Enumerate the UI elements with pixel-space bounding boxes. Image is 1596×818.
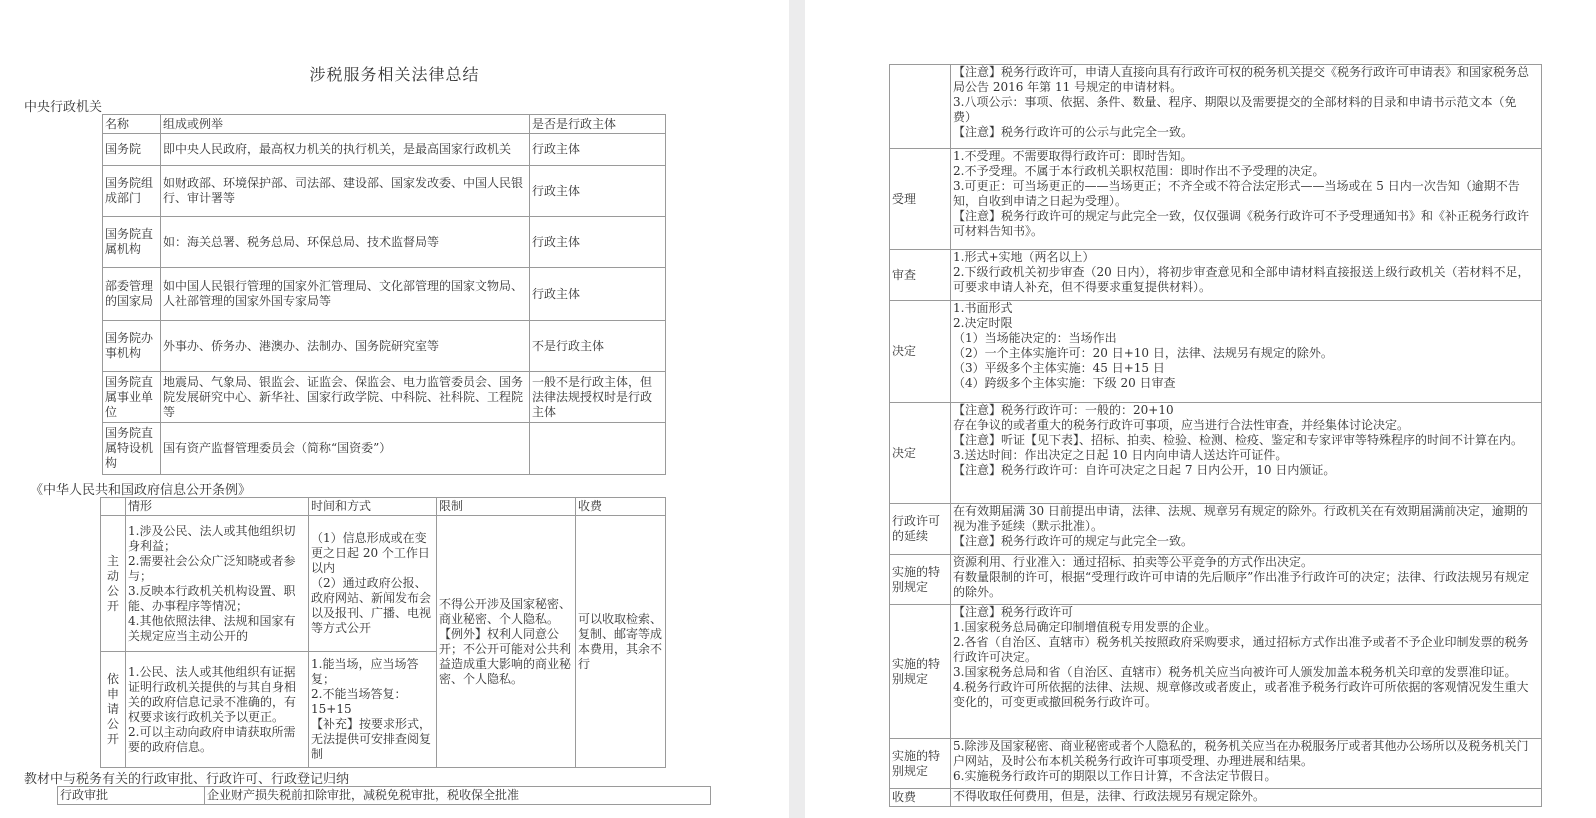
organ-subject-cell: 行政主体 — [530, 166, 666, 217]
table-header-row — [101, 498, 666, 516]
table-row — [890, 789, 1542, 807]
organ-subject-cell — [530, 423, 666, 475]
table-row — [103, 423, 666, 475]
central-organs-table — [102, 114, 666, 475]
fee-cell: 可以收取检索、复制、邮寄等成本费用，其余不行 — [576, 516, 666, 768]
limit-cell: 不得公开涉及国家秘密、商业秘密、个人隐私。 【例外】权利人同意公开；不公开可能对公共利益造成重大影响的商业秘密、个人隐私。 — [437, 516, 576, 768]
table-row — [890, 739, 1542, 789]
table-row — [890, 403, 1542, 504]
organ-name-cell: 国务院直属机构 — [103, 217, 161, 268]
table-row — [58, 787, 711, 805]
document-page-left — [0, 0, 789, 818]
situation-cell: 1.公民、法人或其他组织有证据证明行政机关提供的与其自身相关的政府信息记录不准确的，有权要求该行政机关予以更正。 2.可以主动向政府申请获取所需要的政府信息。 — [126, 652, 309, 768]
column-header: 名称 — [103, 115, 161, 134]
procedure-label-cell: 审查 — [890, 250, 951, 301]
approval-type-cell: 行政审批 — [58, 787, 205, 805]
document-title: 涉税服务相关法律总结 — [309, 65, 480, 84]
time-method-cell: （1）信息形成或在变更之日起 20 个工作日以内 （2）通过政府公报、政府网站、新闻发布会以及报刊、广播、电视等方式公开 — [309, 516, 437, 652]
table-row — [101, 516, 666, 652]
organ-subject-cell: 一般不是行政主体，但法律法规授权时是行政主体 — [530, 372, 666, 423]
tax-approvals-table — [57, 786, 711, 805]
document-page-right — [805, 0, 1596, 818]
table-row — [103, 321, 666, 372]
administrative-license-table — [889, 64, 1542, 807]
table-row — [890, 65, 1542, 149]
procedure-label-cell: 收费 — [890, 789, 951, 807]
procedure-content-cell: 资源利用、行业准入：通过招标、拍卖等公平竞争的方式作出决定。 有数量限制的许可，根据“受理行政许可申请的先后顺序”作出准予行政许可的决定；法律、行政法规另有规定的除外。 — [951, 555, 1542, 605]
column-header: 收费 — [576, 498, 666, 516]
table-row — [103, 217, 666, 268]
table-header-row — [103, 115, 666, 134]
procedure-label-cell: 实施的特别规定 — [890, 555, 951, 605]
organ-name-cell: 国务院组成部门 — [103, 166, 161, 217]
disclosure-type-cell: 依申请公开 — [101, 652, 126, 768]
procedure-label-cell: 决定 — [890, 403, 951, 504]
info-disclosure-table — [100, 497, 666, 768]
table-row — [890, 605, 1542, 739]
column-header: 限制 — [437, 498, 576, 516]
organ-example-cell: 如：海关总署、税务总局、环保总局、技术监督局等 — [161, 217, 530, 268]
procedure-content-cell: 【注意】税务行政许可：一般的：20+10 存在争议的或者重大的税务行政许可事项，应当进行合法性审查，并经集体讨论决定。 【注意】听证【见下表】、招标、拍卖、检验、检测、检疫、鉴定和专家评审等特殊程序的时间不计算在内。 3.送达时间：作出决定之日起 10 日内向申请人送达许可证件。 【注意】税务行政许可：自许可决定之日起 7 日内公开，10 日内颁证。 — [951, 403, 1542, 504]
approval-content-cell: 企业财产损失税前扣除审批，减税免税审批，税收保全批准 — [205, 787, 711, 805]
table-row — [103, 166, 666, 217]
organ-example-cell: 即中央人民政府，最高权力机关的执行机关，是最高国家行政机关 — [161, 134, 530, 166]
organ-name-cell: 国务院直属事业单位 — [103, 372, 161, 423]
organ-example-cell: 国有资产监督管理委员会（简称“国资委”） — [161, 423, 530, 475]
table-row — [890, 250, 1542, 301]
organ-name-cell: 国务院办事机构 — [103, 321, 161, 372]
table-row — [890, 149, 1542, 250]
procedure-content-cell: 1.不受理。不需要取得行政许可：即时告知。 2.不予受理。不属于本行政机关职权范围：即时作出不予受理的决定。 3.可更正：可当场更正的——当场更正；不齐全或不符合法定形式——当场或在 5 日内一次告知（逾期不告知，自收到申请之日起为受理）。 【注意】税务行政许可的规定与此完全一致，仅仅强调《税务行政许可不予受理通知书》和《补正税务行政许可材料告知书》。 — [951, 149, 1542, 250]
table-row — [103, 134, 666, 166]
organ-subject-cell: 行政主体 — [530, 134, 666, 166]
column-header: 组成或例举 — [161, 115, 530, 134]
procedure-label-cell: 受理 — [890, 149, 951, 250]
procedure-content-cell: 在有效期届满 30 日前提出申请，法律、法规、规章另有规定的除外。行政机关在有效期届满前决定，逾期的视为准予延续（默示批准）。 【注意】税务行政许可的规定与此完全一致。 — [951, 504, 1542, 555]
organ-example-cell: 如财政部、环境保护部、司法部、建设部、国家发改委、中国人民银行、审计署等 — [161, 166, 530, 217]
organ-name-cell: 国务院 — [103, 134, 161, 166]
time-method-cell: 1.能当场，应当场答复； 2.不能当场答复：15+15 【补充】按要求形式，无法提供可安排查阅复制 — [309, 652, 437, 768]
table-row — [890, 555, 1542, 605]
procedure-label-cell: 决定 — [890, 301, 951, 403]
column-header: 时间和方式 — [309, 498, 437, 516]
column-header: 是否是行政主体 — [530, 115, 666, 134]
organ-name-cell: 国务院直属特设机构 — [103, 423, 161, 475]
organ-subject-cell: 不是行政主体 — [530, 321, 666, 372]
column-header — [101, 498, 126, 516]
procedure-content-cell: 不得收取任何费用，但是，法律、行政法规另有规定除外。 — [951, 789, 1542, 807]
organ-example-cell: 地震局、气象局、银监会、证监会、保监会、电力监管委员会、国务院发展研究中心、新华社、国家行政学院、中科院、社科院、工程院等 — [161, 372, 530, 423]
procedure-content-cell: 【注意】税务行政许可 1.国家税务总局确定印制增值税专用发票的企业。 2.各省（自治区、直辖市）税务机关按照政府采购要求，通过招标方式作出准予或者不予企业印制发票的税务行政许可决定。 3.国家税务总局和省（自治区、直辖市）税务机关应当向被许可人颁发加盖本税务机关印章的发票准印证。 4.税务行政许可所依据的法律、法规、规章修改或者废止，或者准予税务行政许可所依据的客观情况发生重大变化的，可变更或撤回税务行政许可。 — [951, 605, 1542, 739]
procedure-content-cell: 1.形式+实地（两名以上） 2.下级行政机关初步审查（20 日内），将初步审查意见和全部申请材料直接报送上级行政机关（若材料不足，可要求申请人补充，但不得要求重复提供材料）。 — [951, 250, 1542, 301]
section-label-info-disclosure: 《中华人民共和国政府信息公开条例》 — [30, 483, 252, 498]
situation-cell: 1.涉及公民、法人或其他组织切身利益； 2.需要社会公众广泛知晓或者参与； 3.反映本行政机关机构设置、职能、办事程序等情况； 4.其他依照法律、法规和国家有关规定应当主动公开的 — [126, 516, 309, 652]
table-row — [103, 268, 666, 321]
organ-example-cell: 如中国人民银行管理的国家外汇管理局、文化部管理的国家文物局、人社部管理的国家外国专家局等 — [161, 268, 530, 321]
procedure-label-cell: 行政许可的延续 — [890, 504, 951, 555]
table-row — [890, 504, 1542, 555]
section-label-tax-approvals: 教材中与税务有关的行政审批、行政许可、行政登记归纳 — [24, 772, 350, 787]
organ-name-cell: 部委管理的国家局 — [103, 268, 161, 321]
procedure-label-cell: 实施的特别规定 — [890, 605, 951, 739]
table-row — [890, 301, 1542, 403]
procedure-content-cell: 【注意】税务行政许可，申请人直接向具有行政许可权的税务机关提交《税务行政许可申请表》和国家税务总局公告 2016 年第 11 号规定的申请材料。 3.八项公示：事项、依据、条件、数量、程序、期限以及需要提交的全部材料的目录和申请书示范文本（免费） 【注意】税务行政许可的公示与此完全一致。 — [951, 65, 1542, 149]
organ-subject-cell: 行政主体 — [530, 268, 666, 321]
procedure-content-cell: 5.除涉及国家秘密、商业秘密或者个人隐私的，税务机关应当在办税服务厅或者其他办公场所以及税务机关门户网站，及时公布本机关税务行政许可事项受理、办理进展和结果。 6.实施税务行政许可的期限以工作日计算，不含法定节假日。 — [951, 739, 1542, 789]
table-row — [103, 372, 666, 423]
disclosure-type-cell: 主动公开 — [101, 516, 126, 652]
column-header: 情形 — [126, 498, 309, 516]
section-label-central-organs: 中央行政机关 — [24, 100, 103, 115]
procedure-label-cell — [890, 65, 951, 149]
procedure-label-cell: 实施的特别规定 — [890, 739, 951, 789]
page-gutter — [789, 0, 805, 818]
procedure-content-cell: 1.书面形式 2.决定时限 （1）当场能决定的：当场作出 （2）一个主体实施许可：20 日+10 日，法律、法规另有规定的除外。 （3）平级多个主体实施：45 日+15 日 （4）跨级多个主体实施：下级 20 日审查 — [951, 301, 1542, 403]
organ-subject-cell: 行政主体 — [530, 217, 666, 268]
organ-example-cell: 外事办、侨务办、港澳办、法制办、国务院研究室等 — [161, 321, 530, 372]
